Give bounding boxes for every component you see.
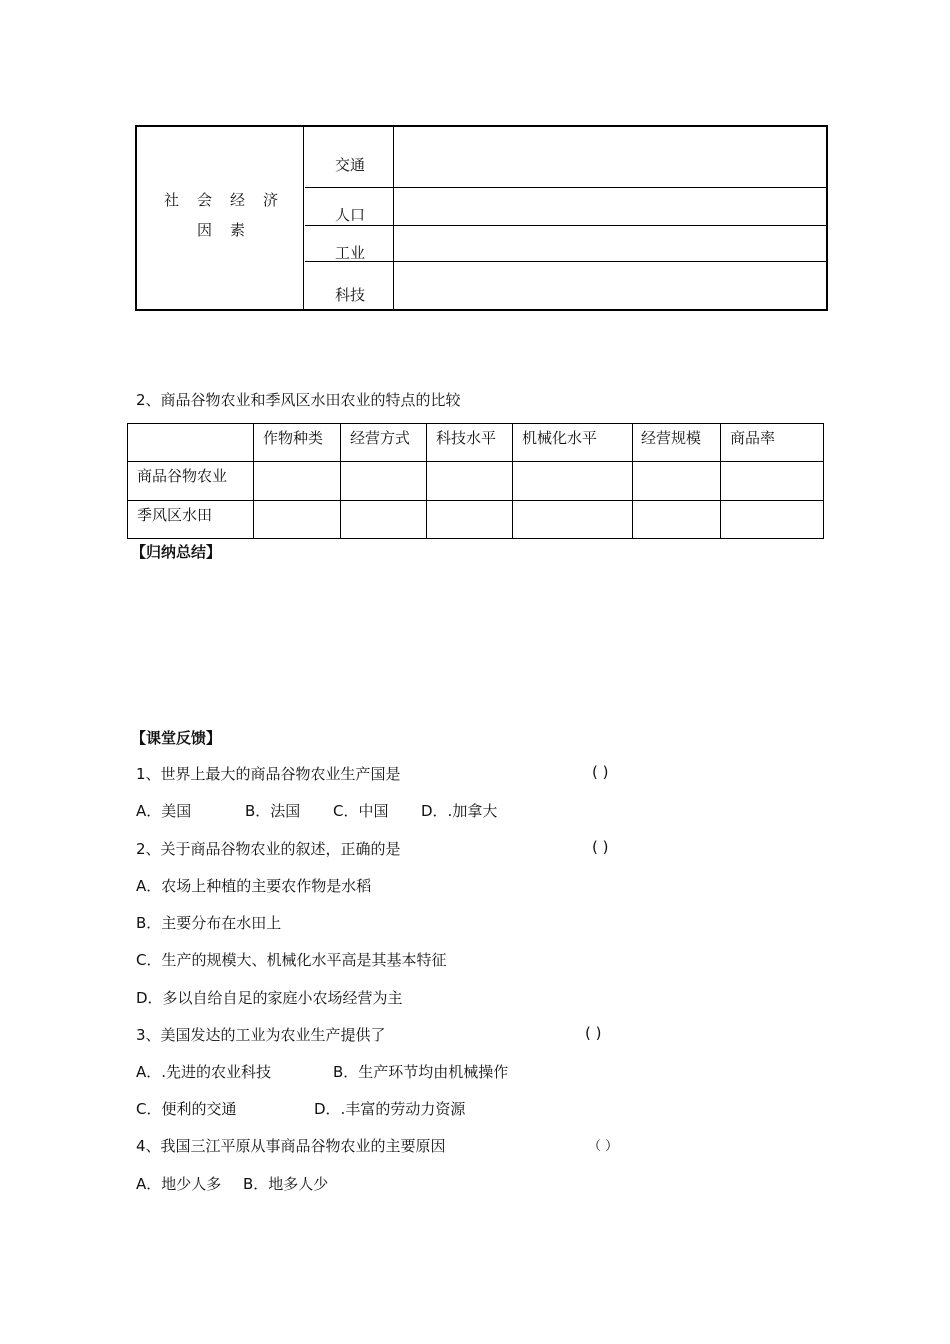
option-b: B．法国 — [245, 802, 301, 820]
header-cell: 商品率 — [721, 424, 824, 462]
option-d: D．多以自给自足的家庭小农场经营为主 — [136, 989, 403, 1007]
option-b: B．地多人少 — [243, 1175, 329, 1193]
table-divider — [305, 187, 826, 188]
option-d: D．.丰富的劳动力资源 — [314, 1100, 466, 1118]
row-label-technology: 科技 — [334, 286, 365, 304]
question-1: 1、世界上最大的商品谷物农业生产国是 — [136, 765, 401, 783]
table-header-row — [128, 424, 824, 462]
empty-cell — [633, 462, 721, 500]
comparison-table — [127, 423, 824, 539]
answer-blank: ( ) — [585, 1024, 602, 1042]
option-a: A．地少人多 — [136, 1175, 222, 1193]
factor-group-label — [137, 185, 305, 245]
row-label: 商品谷物农业 — [128, 462, 254, 500]
empty-cell — [721, 500, 824, 538]
option-a: A．.先进的农业科技 — [136, 1063, 272, 1081]
header-cell — [128, 424, 254, 462]
empty-cell — [341, 500, 427, 538]
option-b: B．生产环节均由机械操作 — [333, 1063, 509, 1081]
header-cell: 机械化水平 — [513, 424, 633, 462]
group-label-line2: 因素 — [196, 221, 263, 239]
feedback-heading: 【课堂反馈】 — [131, 729, 222, 747]
factors-table — [135, 125, 828, 311]
question-4: 4、我国三江平原从事商品谷物农业的主要原因 — [136, 1137, 446, 1155]
answer-blank: （ ） — [588, 1139, 619, 1154]
empty-cell — [427, 462, 513, 500]
header-cell: 经营规模 — [633, 424, 721, 462]
question-3: 3、美国发达的工业为农业生产提供了 — [136, 1026, 386, 1044]
option-c: C．生产的规模大、机械化水平高是其基本特征 — [136, 951, 447, 969]
option-c: C．便利的交通 — [136, 1100, 237, 1118]
option-a: A．美国 — [136, 802, 192, 820]
option-a: A．农场上种植的主要农作物是水稻 — [136, 877, 372, 895]
empty-cell — [341, 462, 427, 500]
answer-blank: ( ) — [592, 763, 609, 781]
empty-cell — [721, 462, 824, 500]
section-title: 2、商品谷物农业和季风区水田农业的特点的比较 — [136, 391, 461, 409]
empty-cell — [633, 500, 721, 538]
summary-heading: 【归纳总结】 — [131, 543, 222, 561]
table-row — [128, 462, 824, 500]
empty-cell — [513, 500, 633, 538]
option-d: D．.加拿大 — [421, 802, 498, 820]
answer-blank: ( ) — [592, 838, 609, 856]
group-label-line1: 社会经济 — [163, 191, 296, 209]
row-label-industry: 工业 — [334, 244, 365, 262]
empty-cell — [513, 462, 633, 500]
empty-cell — [254, 462, 341, 500]
option-b: B．主要分布在水田上 — [136, 914, 282, 932]
table-row — [128, 500, 824, 538]
row-label: 季风区水田 — [128, 500, 254, 538]
row-label-transport: 交通 — [334, 156, 365, 174]
header-cell: 科技水平 — [427, 424, 513, 462]
empty-cell — [427, 500, 513, 538]
row-label-population: 人口 — [334, 206, 365, 224]
empty-cell — [254, 500, 341, 538]
question-2: 2、关于商品谷物农业的叙述，正确的是 — [136, 840, 401, 858]
header-cell: 作物种类 — [254, 424, 341, 462]
option-c: C．中国 — [333, 802, 389, 820]
header-cell: 经营方式 — [341, 424, 427, 462]
table-divider — [305, 225, 826, 226]
